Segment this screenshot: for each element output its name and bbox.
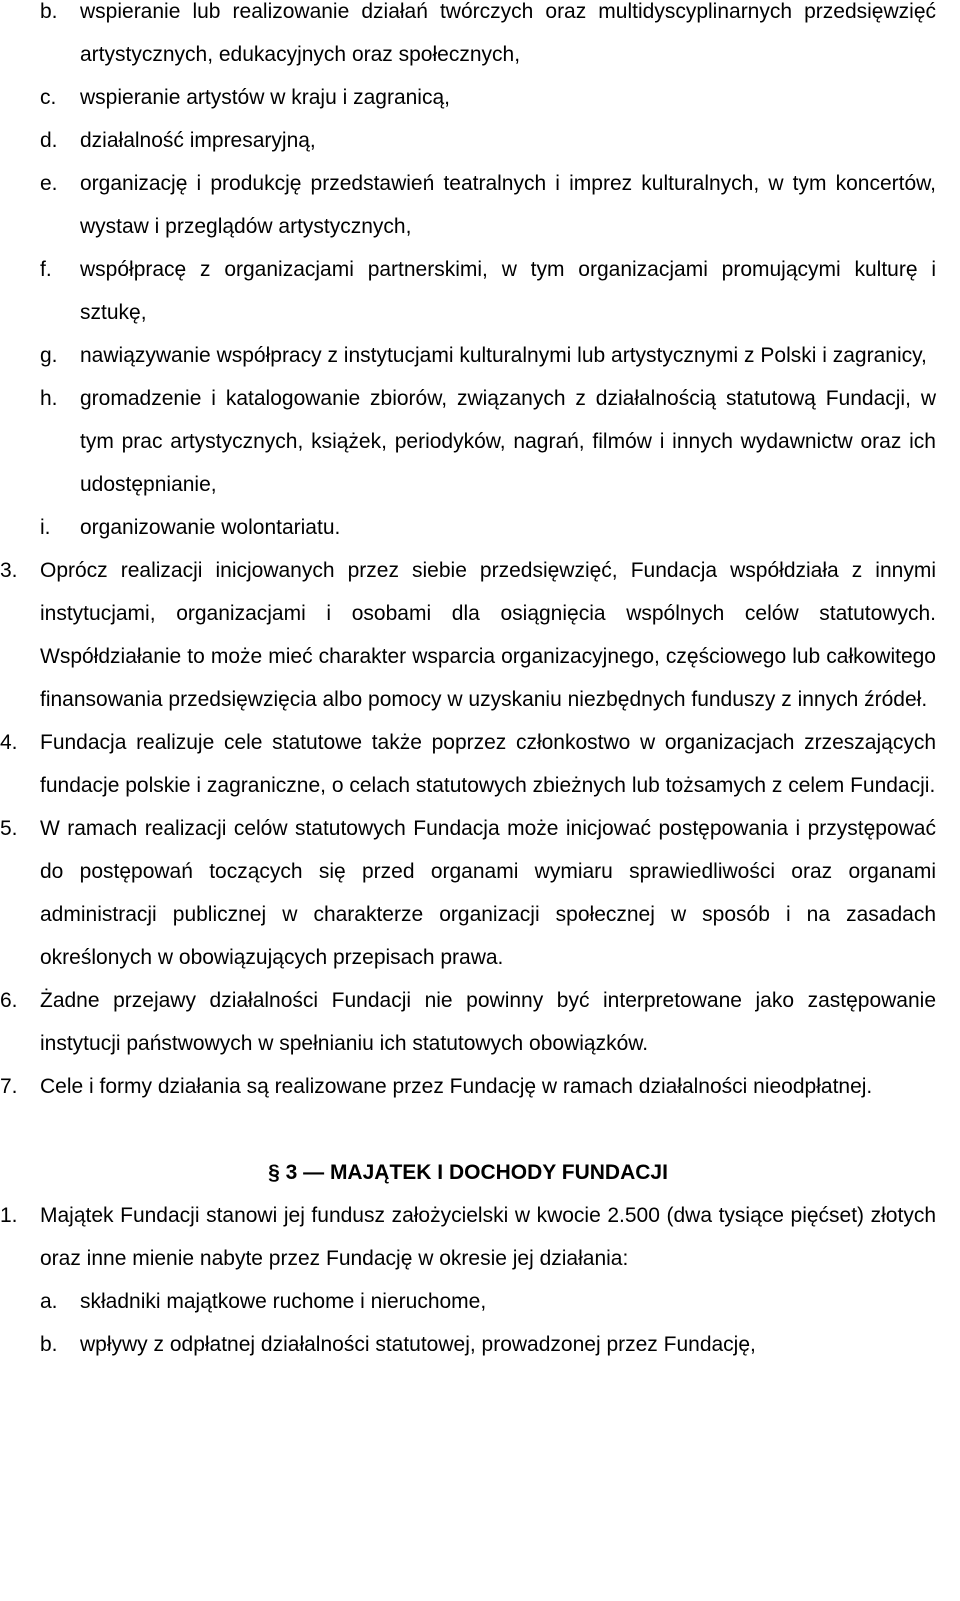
- paragraph-text: Żadne przejawy działalności Fundacji nie powinny być interpretowane jako zastępowanie instytucji państwowych w spełnianiu ich statutowych obowiązków.: [40, 989, 936, 1055]
- list-marker: a.: [40, 1290, 58, 1313]
- list-item-text: wspieranie lub realizowanie działań twórczych oraz multidyscyplinarnych przedsięwzięć artystycznych, edukacyjnych oraz społecznych,: [80, 0, 936, 66]
- list-item-text: działalność impresaryjną,: [80, 129, 316, 152]
- paragraph-number: 1.: [0, 1204, 18, 1227]
- numbered-paragraph: [0, 721, 936, 807]
- list-item-text: organizację i produkcję przedstawień teatralnych i imprez kulturalnych, w tym koncertów, wystaw i przeglądów artystycznych,: [80, 172, 936, 238]
- paragraph-text: Oprócz realizacji inicjowanych przez siebie przedsięwzięć, Fundacja współdziała z innymi instytucjami, organizacjami i osobami dla osiągnięcia wspólnych celów statutowych. Współdziałanie to może mieć charakter wsparcia organizacyjnego, częściowego lub całkowitego finansowania przedsięwzięcia albo pomocy w uzyskaniu niezbędnych funduszy z innych źródeł.: [40, 559, 936, 711]
- paragraph-text: Majątek Fundacji stanowi jej fundusz założycielski w kwocie 2.500 (dwa tysiące pięćset) złotych oraz inne mienie nabyte przez Fundację w okresie jej działania:: [40, 1204, 936, 1270]
- list-item: [0, 334, 936, 377]
- list-item: [0, 506, 936, 549]
- paragraph-text: Cele i formy działania są realizowane przez Fundację w ramach działalności nieodpłatnej.: [40, 1075, 873, 1098]
- lettered-list-bottom: [0, 1280, 960, 1366]
- paragraph-number: 3.: [0, 559, 18, 582]
- list-item-text: nawiązywanie współpracy z instytucjami kulturalnymi lub artystycznymi z Polski i zagranicy,: [80, 344, 927, 367]
- numbered-paragraph: [0, 549, 936, 721]
- paragraph-text: Fundacja realizuje cele statutowe także poprzez członkostwo w organizacjach zrzeszających fundacje polskie i zagraniczne, o celach statutowych zbieżnych lub tożsamych z celem Fundacji.: [40, 731, 936, 797]
- list-item: [0, 76, 936, 119]
- list-marker: b.: [40, 1333, 58, 1356]
- paragraph-number: 4.: [0, 731, 18, 754]
- numbered-paragraph: [0, 1065, 936, 1108]
- numbered-paragraph: [0, 979, 936, 1065]
- paragraph-text: W ramach realizacji celów statutowych Fundacja może inicjować postępowania i przystępować do postępowań toczących się przed organami wymiaru sprawiedliwości oraz organami administracji publicznej w charakterze organizacji społecznej w sposób i na zasadach określonych w obowiązujących przepisach prawa.: [40, 817, 936, 969]
- section-list: [0, 1194, 960, 1280]
- list-marker: f.: [40, 258, 52, 281]
- list-marker: d.: [40, 129, 58, 152]
- list-item: [0, 0, 936, 76]
- list-item: [0, 377, 936, 506]
- lettered-list-top: [0, 0, 960, 549]
- list-item-text: wpływy z odpłatnej działalności statutowej, prowadzonej przez Fundację,: [80, 1333, 756, 1356]
- list-item-text: organizowanie wolontariatu.: [80, 516, 341, 539]
- list-marker: g.: [40, 344, 58, 367]
- list-item: [0, 1323, 936, 1366]
- list-marker: b.: [40, 0, 58, 23]
- numbered-list: [0, 549, 960, 1108]
- numbered-paragraph: [0, 807, 936, 979]
- numbered-paragraph: [0, 1194, 936, 1280]
- list-item: [0, 1280, 936, 1323]
- list-item-text: wspieranie artystów w kraju i zagranicą,: [80, 86, 450, 109]
- section-heading: § 3 — MAJĄTEK I DOCHODY FUNDACJI: [268, 1161, 668, 1184]
- list-item: [0, 162, 936, 248]
- list-item-text: gromadzenie i katalogowanie zbiorów, związanych z działalnością statutową Fundacji, w tym prac artystycznych, książek, periodyków, nagrań, filmów i innych wydawnictw oraz ich udostępnianie,: [80, 387, 936, 496]
- paragraph-number: 6.: [0, 989, 18, 1012]
- paragraph-number: 5.: [0, 817, 18, 840]
- list-marker: c.: [40, 86, 57, 109]
- paragraph-number: 7.: [0, 1075, 18, 1098]
- list-item: [0, 248, 936, 334]
- list-marker: i.: [40, 516, 51, 539]
- list-marker: h.: [40, 387, 58, 410]
- list-marker: e.: [40, 172, 58, 195]
- list-item-text: składniki majątkowe ruchome i nieruchome,: [80, 1290, 487, 1313]
- list-item-text: współpracę z organizacjami partnerskimi, w tym organizacjami promującymi kulturę i sztukę,: [80, 258, 936, 324]
- list-item: [0, 119, 936, 162]
